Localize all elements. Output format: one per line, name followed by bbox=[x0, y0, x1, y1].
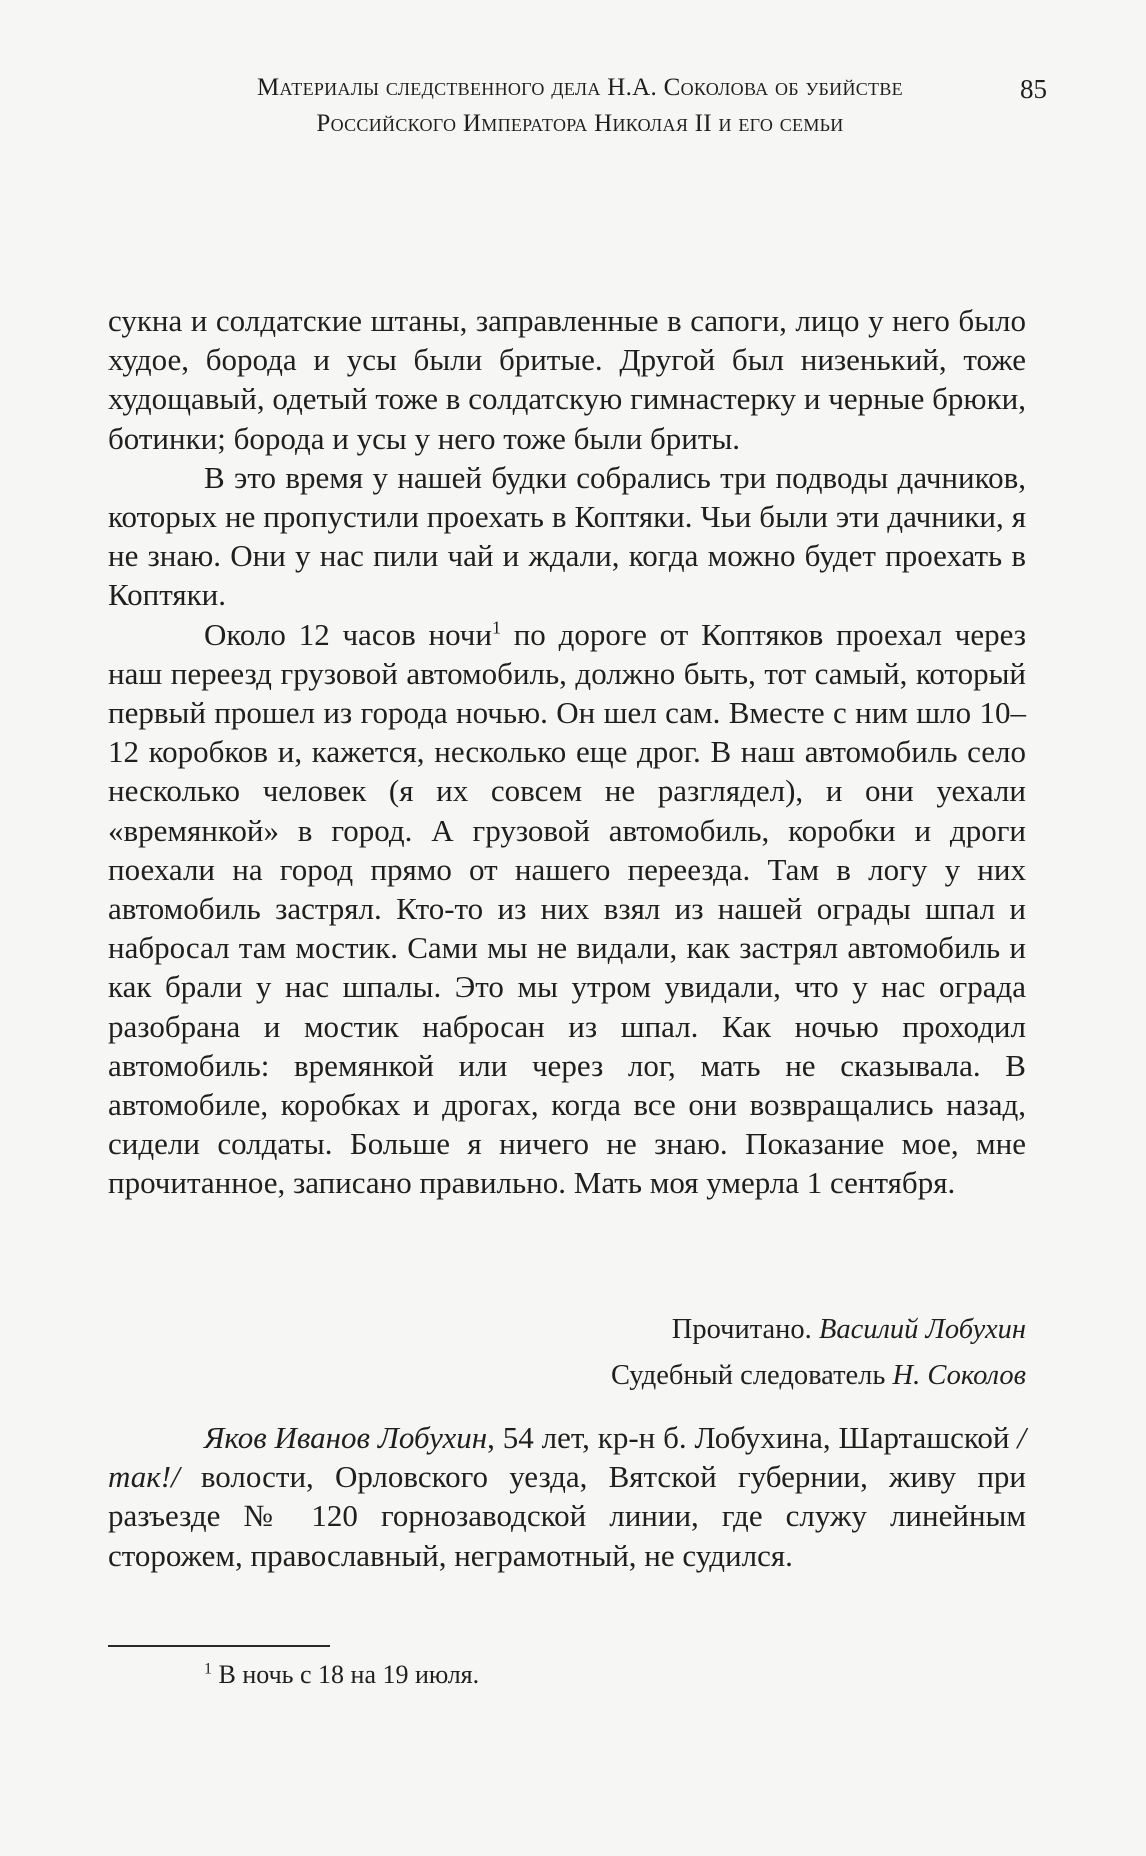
witness-text-1: , 54 лет, кр-н б. Лобухина, Шарташской bbox=[487, 1420, 1018, 1455]
signature-line-read bbox=[611, 1307, 1026, 1353]
footnote-text: В ночь с 18 на 19 июля. bbox=[212, 1660, 480, 1689]
paragraph-1: сукна и солдатские штаны, заправленные в сапоги, лицо у него было худое, борода и усы были бритые. Другой был низенький, тоже худощавый, одетый тоже в солдатскую гимнастерку и черные брюки, ботинки; борода и усы у него тоже были бриты. bbox=[108, 303, 1026, 456]
page-number: 85 bbox=[1020, 74, 1047, 104]
signature-block bbox=[611, 1307, 1026, 1399]
sic-mark: /так!/ bbox=[108, 1420, 1026, 1495]
signature-line-investigator bbox=[611, 1353, 1026, 1399]
investigator-name: Н. Соколов bbox=[892, 1360, 1026, 1391]
running-header-line-1: Материалы следственного дела Н.А. Соколова об убийстве bbox=[257, 74, 903, 101]
paragraph-3-rest: по дороге от Коптяков проехал через наш переезд грузовой автомобиль, должно быть, тот самый, который первый прошел из города ночью. Он шел сам. Вместе с ним шло 10–12 коробков и, кажется, несколько еще дрог. В наш автомобиль село несколько человек (я их совсем не разглядел), и они уехали «времянкой» в город. А грузовой автомобиль, коробки и дроги поехали на город прямо от нашего переезда. Там в логу у них автомобиль застрял. Кто-то из них взял из нашей ограды шпал и набросал там мостик. Сами мы не видали, как застрял автомобиль и как брали у нас шпалы. Это мы утром увидали, что у нас ограда разобрана и мостик набросан из шпал. Как ночью проходил автомобиль: времянкой или через лог, мать не сказывала. В автомобиле, коробках и дрогах, когда все они возвращались назад, сидели солдаты. Больше я ничего не знаю. Показание мое, мне прочитанное, записано правильно. Мать моя умерла 1 сентября. bbox=[108, 616, 1026, 1201]
main-text bbox=[108, 301, 1026, 1203]
paragraph-3 bbox=[108, 615, 1026, 1203]
running-header-line-2: Российского Императора Николая II и его семьи bbox=[316, 110, 844, 137]
paragraph-2: В это время у нашей будки собрались три подводы дачников, которых не пропустили проехать в Коптяки. Чьи были эти дачники, я не знаю. Они у нас пили чай и ждали, когда можно будет проехать в Коптяки. bbox=[108, 459, 1026, 613]
read-label: Прочитано. bbox=[671, 1314, 812, 1345]
witness-text-2: волости, Орловского уезда, Вятской губернии, живу при разъезде № 120 горнозаводской линии, где служу линейным сторожем, православный, неграмотный, не судился. bbox=[108, 1459, 1026, 1573]
footnote bbox=[204, 1658, 479, 1692]
witness-name: Яков Иванов Лобухин bbox=[204, 1420, 488, 1455]
witness-paragraph bbox=[108, 1418, 1026, 1575]
running-header bbox=[180, 70, 980, 142]
investigator-label: Судебный следователь bbox=[611, 1360, 886, 1391]
footnote-reference: 1 bbox=[491, 617, 501, 638]
witness-paragraph-block bbox=[108, 1418, 1026, 1575]
footnote-mark: 1 bbox=[204, 1660, 212, 1678]
witness-signature-name: Василий Лобухин bbox=[818, 1314, 1026, 1345]
paragraph-3-start: Около 12 часов ночи bbox=[204, 616, 492, 652]
footnote-divider bbox=[108, 1645, 330, 1647]
